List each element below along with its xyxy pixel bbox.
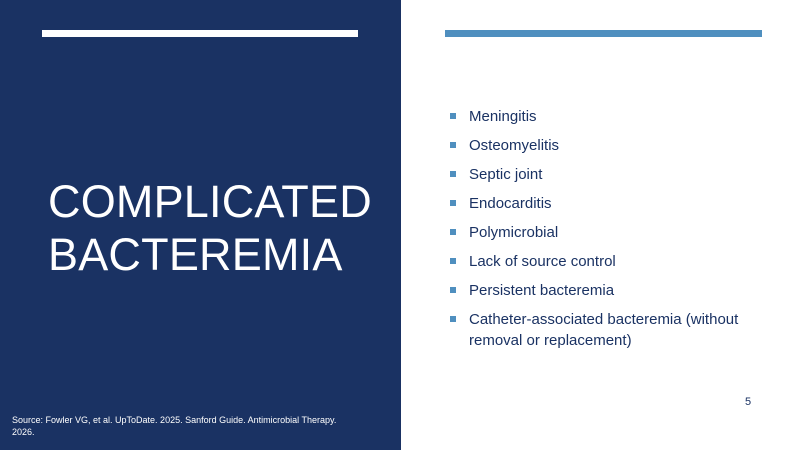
bullet-list xyxy=(450,106,770,359)
bullet-text: Endocarditis xyxy=(469,195,552,212)
square-bullet-icon xyxy=(450,113,456,119)
bullet-text: Meningitis xyxy=(469,108,537,125)
bullet-item xyxy=(450,106,770,127)
bullet-text: Catheter-associated bacteremia (without removal or replacement) xyxy=(469,311,739,349)
bullet-item xyxy=(450,135,770,156)
bullet-item xyxy=(450,193,770,214)
bullet-text: Osteomyelitis xyxy=(469,137,560,154)
bullet-item xyxy=(450,164,770,185)
square-bullet-icon xyxy=(450,258,456,264)
page-number: 5 xyxy=(745,396,752,408)
square-bullet-icon xyxy=(450,229,456,235)
slide-title xyxy=(48,175,393,281)
bullet-item xyxy=(450,251,770,272)
bullet-text: Polymicrobial xyxy=(469,224,559,241)
bullet-item xyxy=(450,280,770,301)
bullet-text: Septic joint xyxy=(469,166,543,183)
slide-title-line-2: BACTEREMIA xyxy=(48,229,343,280)
square-bullet-icon xyxy=(450,316,456,322)
bullet-text: Persistent bacteremia xyxy=(469,282,615,299)
bullet-text: Lack of source control xyxy=(469,253,616,270)
top-rule-right xyxy=(445,30,762,37)
square-bullet-icon xyxy=(450,287,456,293)
square-bullet-icon xyxy=(450,171,456,177)
square-bullet-icon xyxy=(450,200,456,206)
bullet-item xyxy=(450,222,770,243)
square-bullet-icon xyxy=(450,142,456,148)
top-rule-left xyxy=(42,30,358,37)
bullet-item xyxy=(450,309,770,351)
slide-title-line-1: COMPLICATED xyxy=(48,176,372,227)
source-citation: Source: Fowler VG, et al. UpToDate. 2025. Sanford Guide. Antimicrobial Therapy. 2026. xyxy=(12,415,337,437)
